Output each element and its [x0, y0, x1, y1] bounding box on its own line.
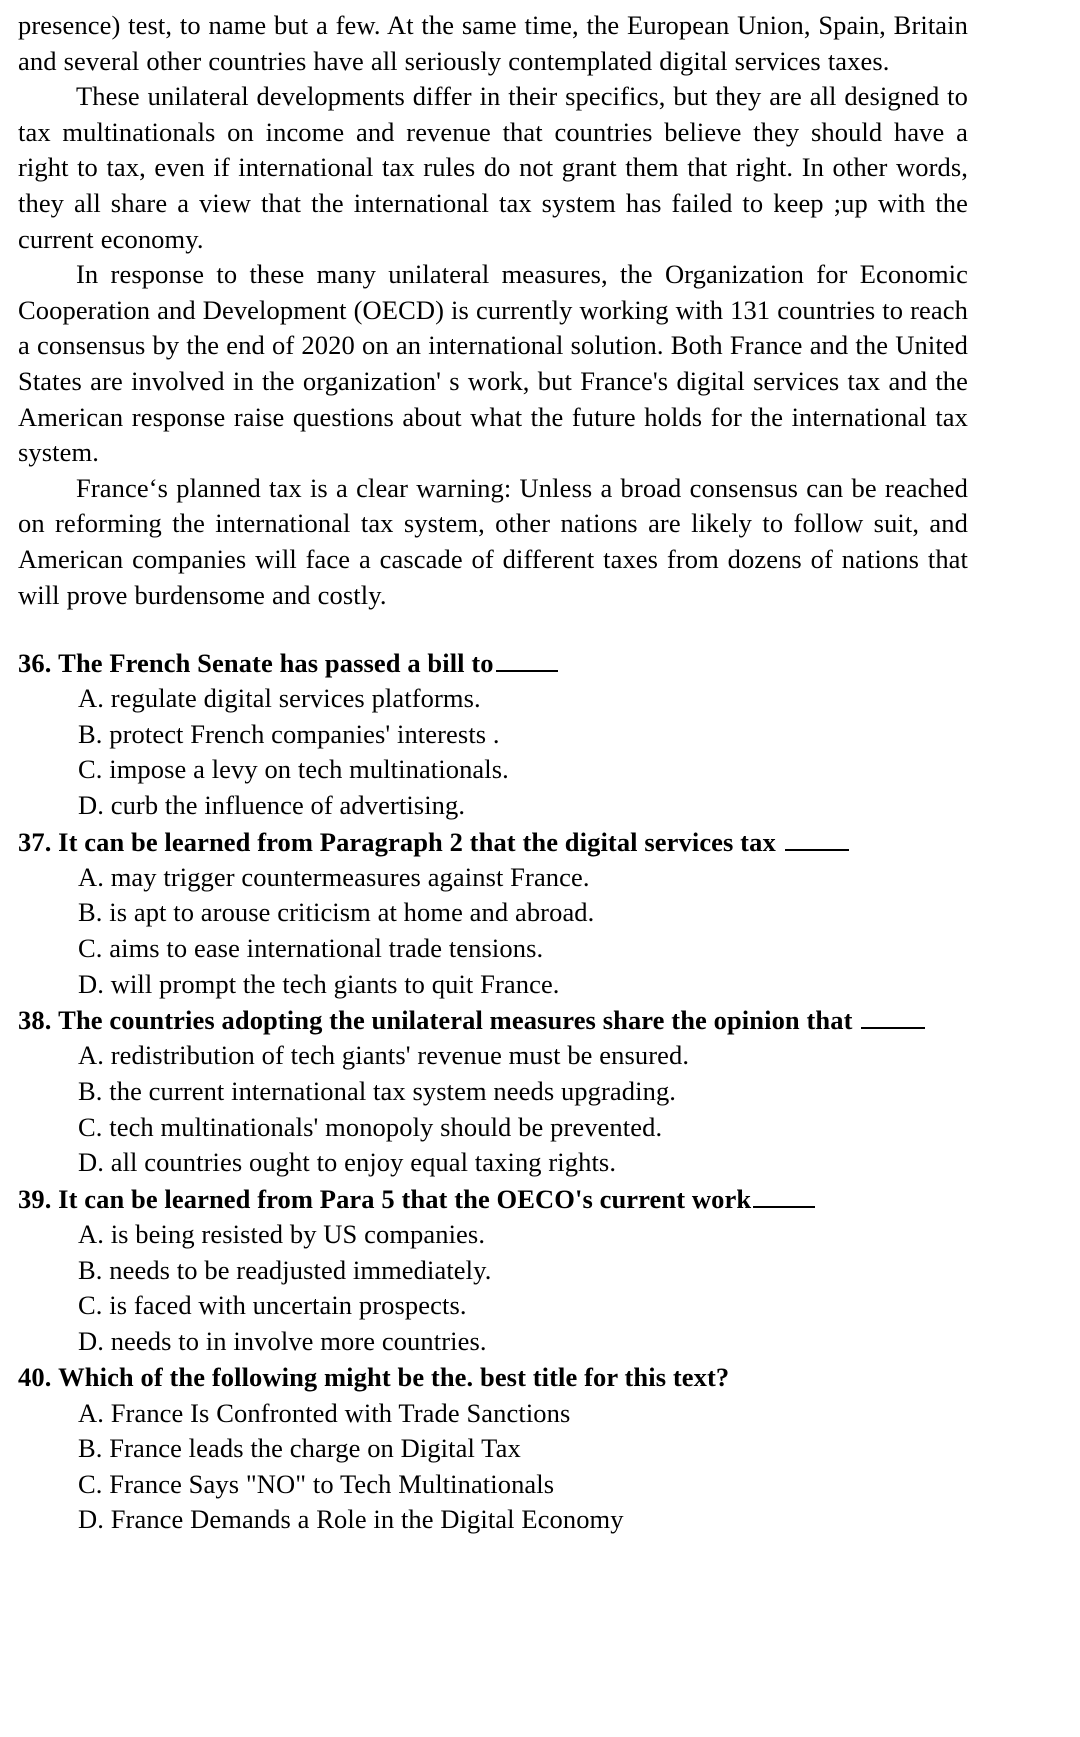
question-37: [18, 824, 968, 1003]
question-38: [18, 1002, 968, 1181]
option-text: the current international tax system needs upgrading.: [109, 1076, 677, 1107]
question-40: [18, 1359, 968, 1538]
question-39-blank[interactable]: [753, 1184, 815, 1208]
question-36-number: 36.: [18, 648, 52, 679]
passage-paragraph-1: presence) test, to name but a few. At the same time, the European Union, Spain, Britain and several other countries have all seriously contemplated digital services taxes.: [18, 10, 968, 76]
option-letter: C.: [78, 933, 103, 964]
question-40-option-d[interactable]: [18, 1502, 968, 1538]
option-text: needs to in involve more countries.: [110, 1325, 487, 1356]
option-letter: C.: [78, 1111, 103, 1142]
question-39: [18, 1181, 968, 1360]
option-letter: A.: [78, 683, 104, 714]
question-38-stem: [18, 1002, 968, 1038]
question-39-text: It can be learned from Para 5 that the OECO's current work: [58, 1183, 752, 1214]
question-39-option-a[interactable]: [18, 1217, 968, 1253]
question-37-option-a[interactable]: [18, 860, 968, 896]
question-39-option-c[interactable]: [18, 1288, 968, 1324]
option-text: may trigger countermeasures against France.: [110, 861, 590, 892]
question-40-text: Which of the following might be the. best title for this text?: [58, 1362, 730, 1393]
question-39-option-b[interactable]: [18, 1253, 968, 1289]
option-letter: A.: [78, 1397, 104, 1428]
question-38-option-d[interactable]: [18, 1145, 968, 1181]
question-37-option-c[interactable]: [18, 931, 968, 967]
question-38-option-c[interactable]: [18, 1110, 968, 1146]
question-38-option-a[interactable]: [18, 1038, 968, 1074]
option-text: redistribution of tech giants' revenue must be ensured.: [110, 1040, 690, 1071]
option-text: is being resisted by US companies.: [110, 1219, 486, 1250]
question-39-option-d[interactable]: [18, 1324, 968, 1360]
question-36-blank[interactable]: [496, 648, 558, 672]
option-letter: A.: [78, 1219, 104, 1250]
question-38-blank[interactable]: [861, 1006, 925, 1030]
passage-body: [18, 8, 968, 613]
question-39-stem: [18, 1181, 968, 1217]
option-text: France leads the charge on Digital Tax: [109, 1433, 521, 1464]
question-40-option-c[interactable]: [18, 1467, 968, 1503]
option-letter: C.: [78, 754, 103, 785]
question-37-stem: [18, 824, 968, 860]
option-text: protect French companies' interests .: [109, 718, 500, 749]
question-36-option-c[interactable]: [18, 752, 968, 788]
passage-paragraph-2: These unilateral developments differ in their specifics, but they are all designed to tax multinationals on income and revenue that countries believe they should have a right to tax, even if international tax rules do not grant them that right. In other words, they all share a view that the international tax system has failed to keep ;up with the current economy.: [18, 81, 968, 254]
option-text: aims to ease international trade tensions.: [109, 933, 544, 964]
option-letter: B.: [78, 718, 103, 749]
option-letter: D.: [78, 1504, 104, 1535]
question-36-option-d[interactable]: [18, 788, 968, 824]
option-text: is apt to arouse criticism at home and abroad.: [109, 897, 595, 928]
question-37-option-b[interactable]: [18, 895, 968, 931]
option-letter: D.: [78, 1325, 104, 1356]
question-36-text: The French Senate has passed a bill to: [58, 648, 494, 679]
option-letter: B.: [78, 1433, 103, 1464]
question-37-text: It can be learned from Paragraph 2 that the digital services tax: [58, 826, 783, 857]
question-37-option-d[interactable]: [18, 967, 968, 1003]
question-36-option-b[interactable]: [18, 717, 968, 753]
option-text: impose a levy on tech multinationals.: [109, 754, 509, 785]
option-text: France Demands a Role in the Digital Economy: [110, 1504, 624, 1535]
question-36-stem: [18, 645, 968, 681]
option-letter: A.: [78, 861, 104, 892]
question-36-option-a[interactable]: [18, 681, 968, 717]
option-letter: B.: [78, 1076, 103, 1107]
passage-paragraph-4: France‘s planned tax is a clear warning: Unless a broad consensus can be reached on reforming the international tax system, other nations are likely to follow suit, and American companies will face a cascade of different taxes from dozens of nations that will prove burdensome and costly.: [18, 472, 968, 610]
option-letter: A.: [78, 1040, 104, 1071]
question-38-option-b[interactable]: [18, 1074, 968, 1110]
option-text: all countries ought to enjoy equal taxing rights.: [110, 1147, 617, 1178]
option-text: will prompt the tech giants to quit France.: [110, 968, 560, 999]
question-36: [18, 645, 968, 824]
option-text: tech multinationals' monopoly should be prevented.: [109, 1111, 663, 1142]
option-text: curb the influence of advertising.: [110, 790, 466, 821]
option-text: needs to be readjusted immediately.: [109, 1254, 492, 1285]
option-letter: C.: [78, 1468, 103, 1499]
option-text: France Says "NO" to Tech Multinationals: [109, 1468, 555, 1499]
option-letter: D.: [78, 790, 104, 821]
question-38-text: The countries adopting the unilateral measures share the opinion that: [58, 1005, 860, 1036]
question-40-option-b[interactable]: [18, 1431, 968, 1467]
option-text: France Is Confronted with Trade Sanctions: [110, 1397, 571, 1428]
option-letter: B.: [78, 897, 103, 928]
option-letter: D.: [78, 1147, 104, 1178]
question-38-number: 38.: [18, 1005, 52, 1036]
question-37-blank[interactable]: [785, 827, 849, 851]
question-37-number: 37.: [18, 826, 52, 857]
option-text: regulate digital services platforms.: [110, 683, 481, 714]
questions-list: [18, 645, 968, 1538]
question-40-option-a[interactable]: [18, 1396, 968, 1432]
option-letter: C.: [78, 1290, 103, 1321]
option-letter: B.: [78, 1254, 103, 1285]
option-text: is faced with uncertain prospects.: [109, 1290, 467, 1321]
question-40-number: 40.: [18, 1362, 52, 1393]
question-40-stem: [18, 1359, 968, 1395]
question-39-number: 39.: [18, 1183, 52, 1214]
passage-paragraph-3: In response to these many unilateral measures, the Organization for Economic Cooperation and Development (OECD) is currently working with 131 countries to reach a consensus by the end of 2020 on an international solution. Both France and the United States are involved in the organization' s work, but France's digital services tax and the American response raise questions about what the future holds for the international tax system.: [18, 259, 968, 468]
option-letter: D.: [78, 968, 104, 999]
